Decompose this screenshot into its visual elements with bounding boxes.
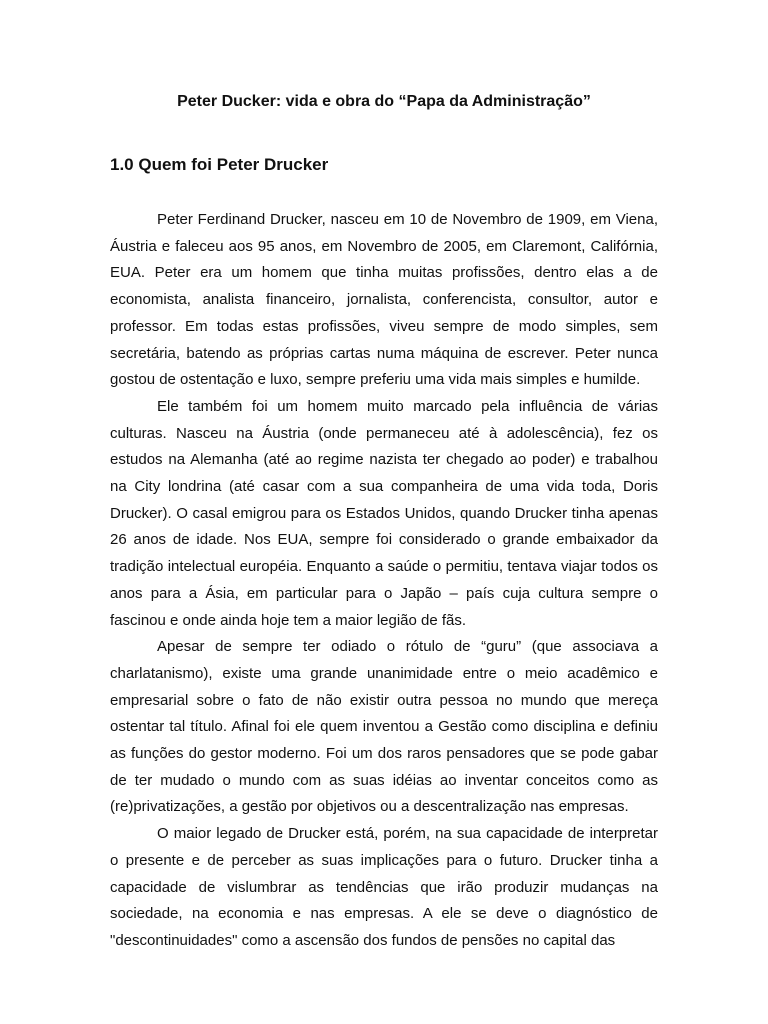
section-heading: 1.0 Quem foi Peter Drucker <box>110 155 329 174</box>
paragraph-2: Ele também foi um homem muito marcado pela influência de várias culturas. Nasceu na Áustria (onde permaneceu até à adolescência), fez os estudos na Alemanha (até ao regime nazista ter chegado ao poder) e trabalhou na City londrina (até casar com a sua companheira de uma vida toda, Doris Drucker). O casal emigrou para os Estados Unidos, quando Drucker tinha apenas 26 anos de idade. Nos EUA, sempre foi considerado o grande embaixador da tradição intelectual européia. Enquanto a saúde o permitiu, tentava viajar todos os anos para a Ásia, em particular para o Japão – país cuja cultura sempre o fascinou e onde ainda hoje tem a maior legião de fãs. <box>110 397 658 629</box>
paragraph-1: Peter Ferdinand Drucker, nasceu em 10 de Novembro de 1909, em Viena, Áustria e faleceu aos 95 anos, em Novembro de 2005, em Claremont, Califórnia, EUA. Peter era um homem que tinha muitas profissões, dentro elas a de economista, analista financeiro, jornalista, conferencista, consultor, autor e professor. Em todas estas profissões, viveu sempre de modo simples, sem secretária, batendo as próprias cartas numa máquina de escrever. Peter nunca gostou de ostentação e luxo, sempre preferiu uma vida mais simples e humilde. <box>110 211 658 389</box>
body-text <box>110 207 658 955</box>
paragraph-3: Apesar de sempre ter odiado o rótulo de “guru” (que associava a charlatanismo), existe uma grande unanimidade entre o meio acadêmico e empresarial sobre o fato de não existir outra pessoa no mundo que mereça ostentar tal título. Afinal foi ele quem inventou a Gestão como disciplina e definiu as funções do gestor moderno. Foi um dos raros pensadores que se pode gabar de ter mudado o mundo com as suas idéias ao inventar conceitos como as (re)privatizações, a gestão por objetivos ou a descentralização nas empresas. <box>110 638 658 816</box>
document-title: Peter Ducker: vida e obra do “Papa da Administração” <box>177 93 591 110</box>
paragraph-4: O maior legado de Drucker está, porém, na sua capacidade de interpretar o presente e de perceber as suas implicações para o futuro. Drucker tinha a capacidade de vislumbrar as tendências que irão produzir mudanças na sociedade, na economia e nas empresas. A ele se deve o diagnóstico de "descontinuidades" como a ascensão dos fundos de pensões no capital das <box>110 825 658 949</box>
